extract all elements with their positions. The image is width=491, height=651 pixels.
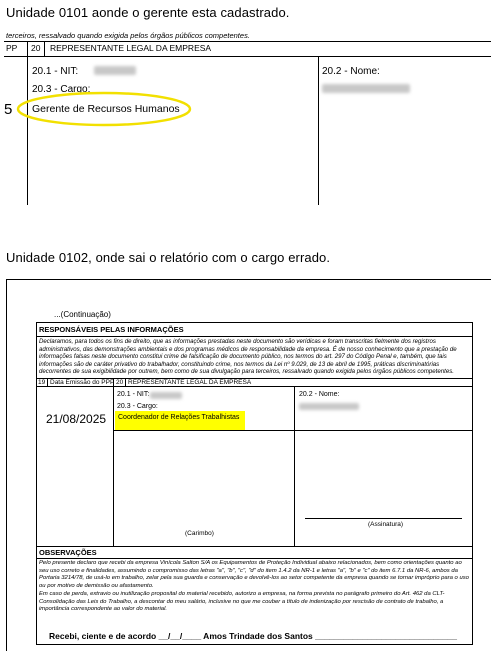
top-table-border — [4, 56, 491, 57]
emissao-label: Data Emissão do PPP — [50, 379, 115, 386]
top-cargo-label: 20.3 - Cargo: — [32, 84, 91, 95]
top-section-title: REPRESENTANTE LEGAL DA EMPRESA — [50, 43, 212, 53]
top-cut-text: terceiros, ressalvado quando exigida pelos órgãos públicos competentes. — [6, 31, 250, 40]
doc-top-edge — [6, 279, 491, 280]
top-cargo-value: Gerente de Recursos Humanos — [32, 103, 180, 115]
divider — [36, 336, 473, 337]
doc-left-edge — [6, 279, 7, 651]
bottom-caption: Unidade 0102, onde sai o relatório com o cargo errado. — [6, 250, 331, 265]
divider — [36, 546, 473, 547]
section-title: REPRESENTANTE LEGAL DA EMPRESA — [128, 379, 252, 386]
top-pp-label: PP — [6, 43, 18, 53]
nit-label: 20.1 - NIT: — [117, 391, 150, 398]
assinatura-label: (Assinatura) — [368, 521, 404, 528]
col-line — [125, 378, 126, 386]
recebi-line: Recebi, ciente e de acordo __/__/____ Amos Trindade dos Santos ______________________________ — [49, 631, 457, 641]
top-caption: Unidade 0101 aonde o gerente esta cadastrado. — [6, 5, 290, 20]
obs-text-2: Em caso de perda, extravio ou inutilização proposital do material recebido, autorizo a empresa, na forma prevista no parágrafo primeiro do Art. 462 da CLT- Consolidação das Leis do Trabalho, a descontar do meu salário, inclusive no que me couber a título de indenização por rescisão de contrato de trabalho, a importância correspondente ao valor do material. — [39, 591, 445, 612]
carimbo-label: (Carimbo) — [185, 530, 214, 537]
top-col-line — [44, 41, 45, 56]
col-line — [294, 386, 295, 546]
top-section-number: 20 — [31, 43, 41, 53]
resp-title: RESPONSÁVEIS PELAS INFORMAÇÕES — [39, 325, 184, 334]
obs-text: Pelo presente declaro que recebi da empresa Vinícola Salton S/A os Equipamentos de Proteção Individual abaixo relacionados, bem como orientações quanto ao seu uso correto e finalidades, assumindo o compromisso das letras "a", "b", "c", "d" do item 1.4.2 da NR-1 e letras "a", "b" e "c" do item 6.7.1 da NR-6, ambos da Portaria 3214/78, de usá-lo em trabalho, zelar pela sua guarda e conservação e devolvê-los ao setor competente da empresa quando se tornar impróprio para o uso ou por motivo de demissão ou afastamento. — [39, 560, 469, 589]
nome-redacted — [299, 403, 359, 410]
declaration-text: Declaramos, para todos os fins de direito, que as informações prestadas neste documento são verídicas e foram transcritas fielmente dos registros administrativos, das demonstrações ambientais e dos programas médicos de responsabilidade da empresa. É de nosso conhecimento que a prestação de informações falsas neste documento constitui crime de falsificação de documento público, nos termos do art. 297 do Código Penal e, também, que tais informações são de caráter privativo do trabalhador, constituindo crime, nos termos da Lei nº 9.029, de 13 de abril de 1995, práticas discriminatórias decorrentes de sua exigibilidade por outrem, bem como de sua divulgação para terceiros, ressalvado quando exigida pelos órgãos públicos competentes. — [39, 338, 457, 376]
n20-label: 20 — [116, 379, 124, 386]
divider — [113, 430, 294, 431]
emission-date: 21/08/2025 — [46, 412, 107, 426]
nome-label: 20.2 - Nome: — [299, 391, 340, 398]
col-line — [113, 378, 114, 546]
continuation-label: ...(Continuação) — [54, 310, 111, 319]
top-nome-redacted — [322, 84, 410, 93]
obs-title: OBSERVAÇÕES — [39, 548, 97, 557]
top-nit-redacted — [94, 66, 136, 75]
row-marker: 5 — [4, 101, 13, 118]
top-nit-label: 20.1 - NIT: — [32, 66, 79, 77]
top-col-line — [318, 56, 319, 205]
col-line — [47, 378, 48, 386]
signature-line — [305, 518, 462, 519]
cargo-label: 20.3 - Cargo: — [117, 403, 158, 410]
top-nome-label: 20.2 - Nome: — [322, 66, 380, 77]
cargo-value-highlighted: Coordenador de Relações Trabalhistas — [115, 411, 245, 431]
top-table-border — [4, 41, 491, 42]
divider — [294, 430, 473, 431]
n19-label: 19 — [38, 379, 46, 386]
divider — [36, 558, 473, 559]
highlight-ellipse — [14, 89, 194, 129]
nit-redacted — [150, 392, 182, 399]
